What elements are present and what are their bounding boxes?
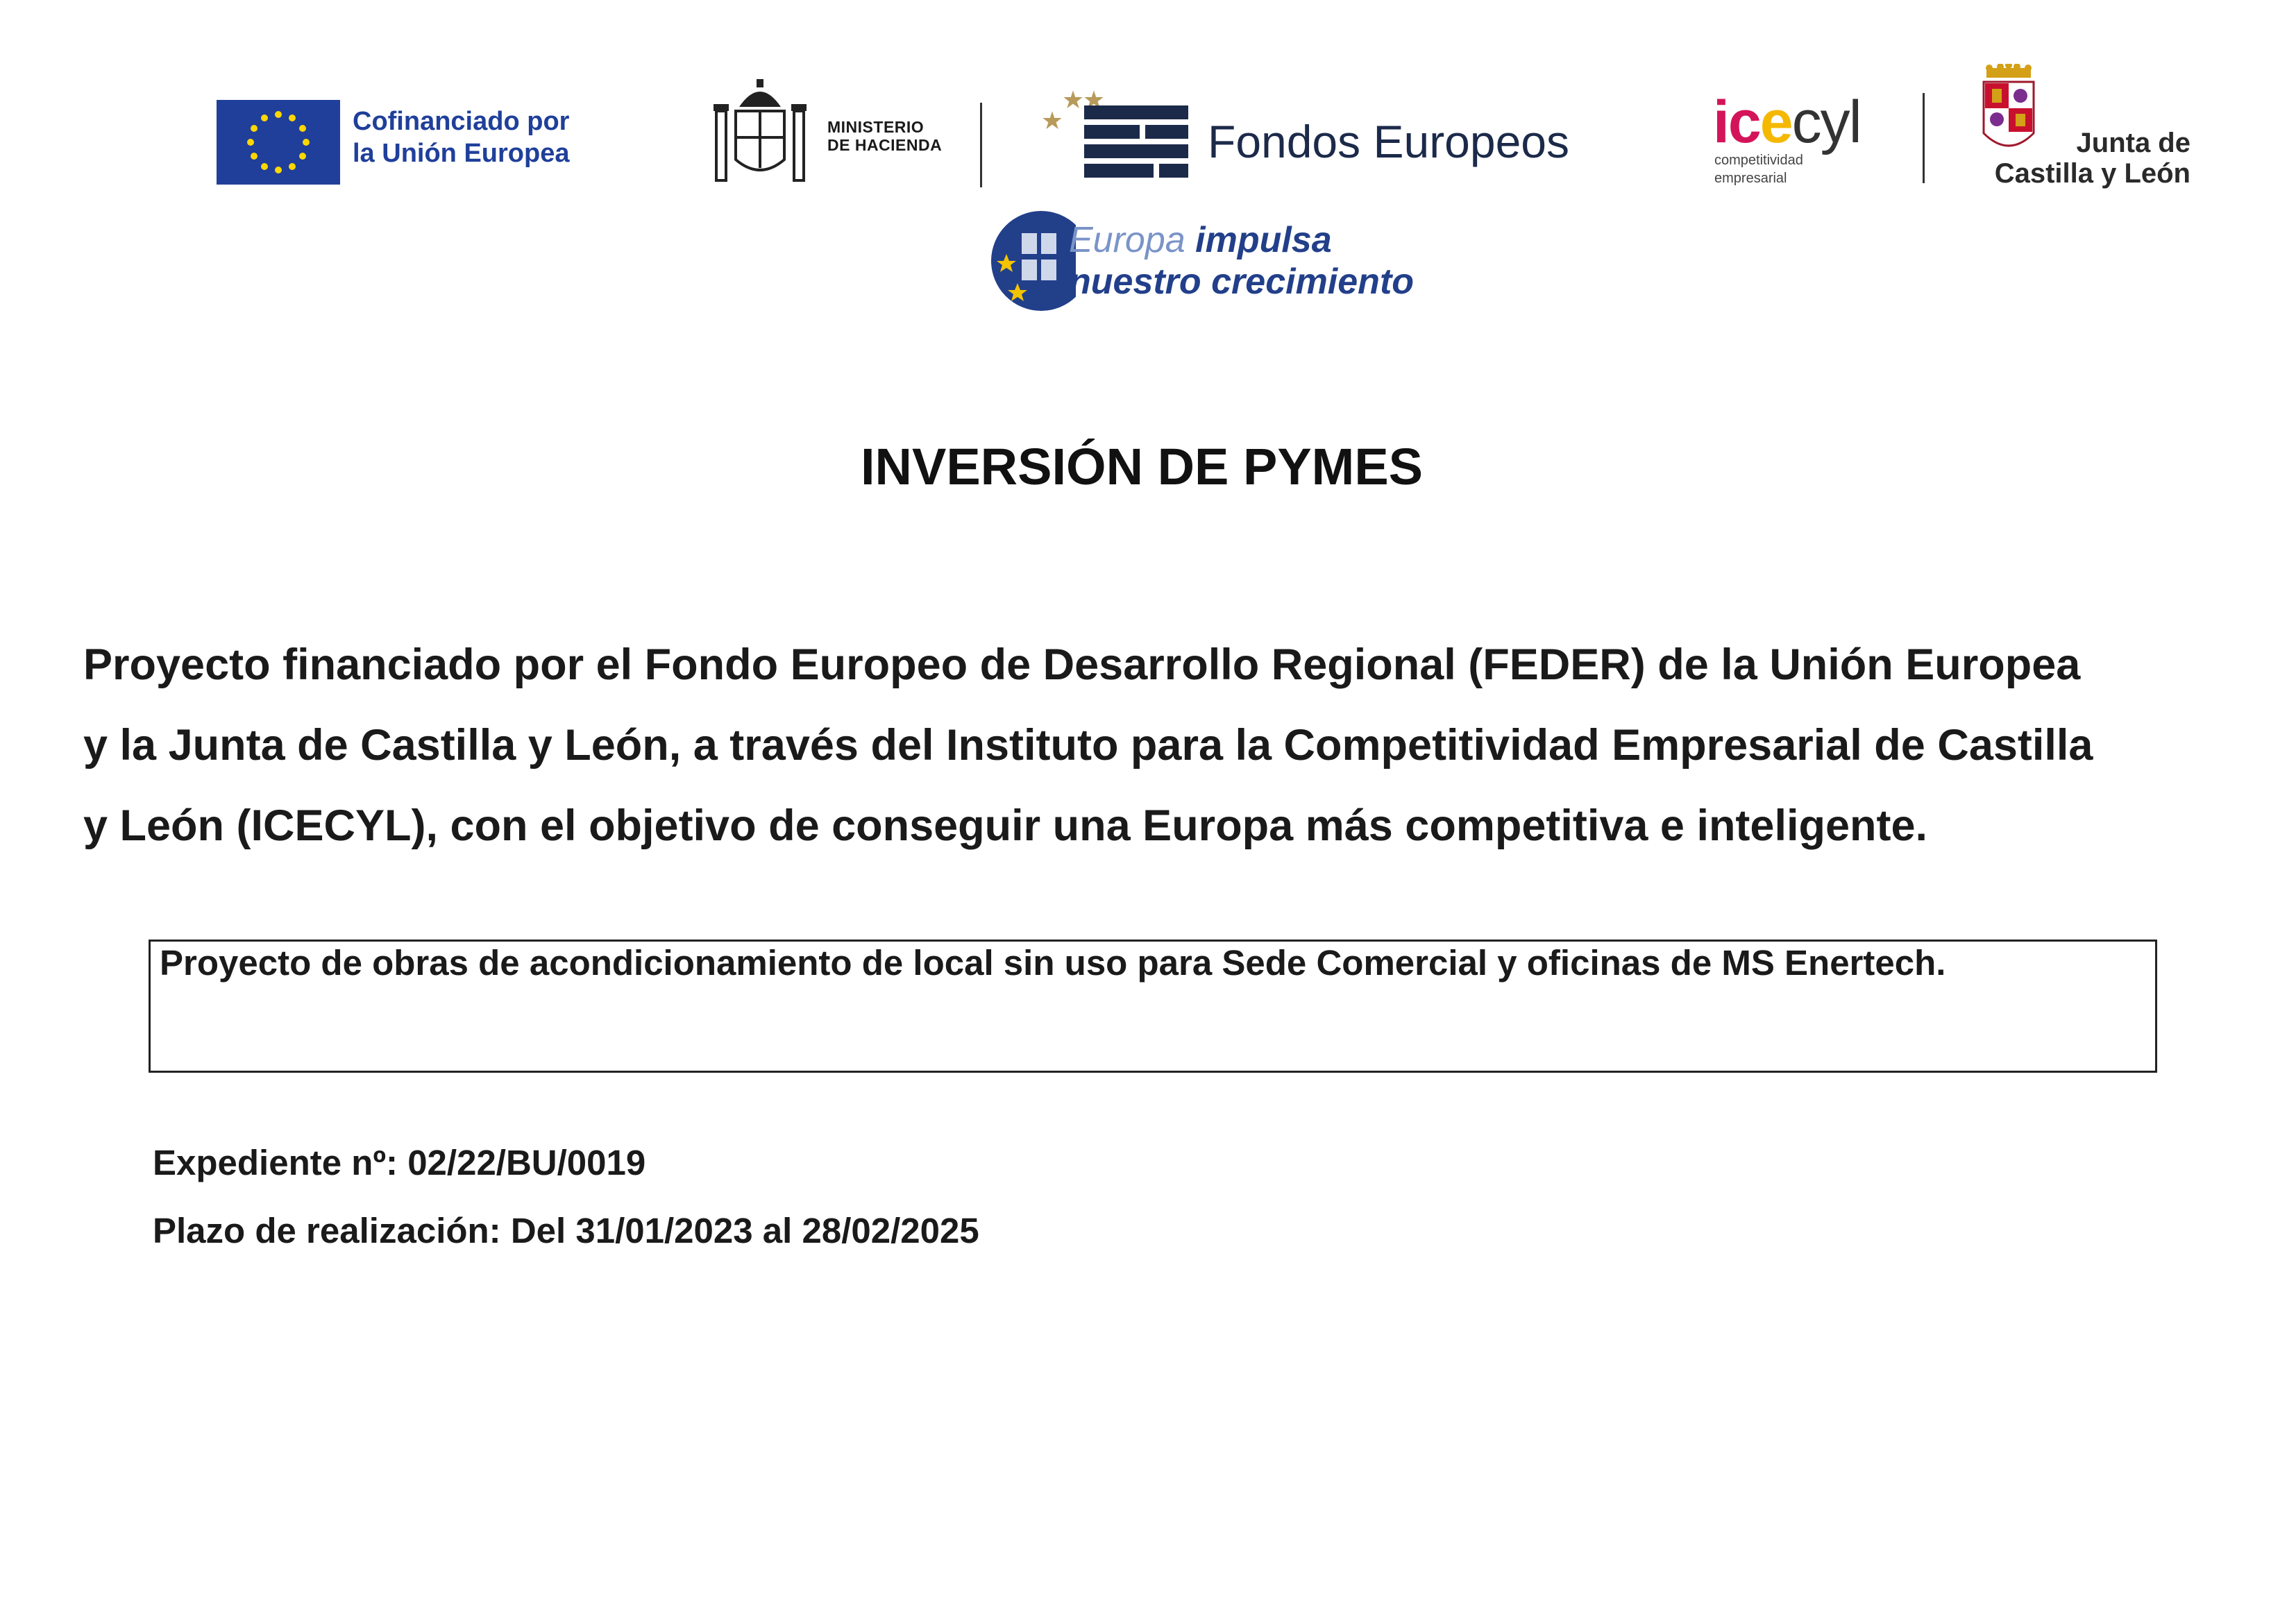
junta-line1: Junta de <box>2076 128 2191 158</box>
logo-divider-2 <box>1923 93 1925 183</box>
plazo-value: Del 31/01/2023 al 28/02/2025 <box>510 1211 979 1250</box>
icecyl-e: e <box>1759 89 1792 155</box>
expediente-row <box>153 1141 1263 1185</box>
ministerio-line2: DE HACIENDA <box>827 136 943 154</box>
fondos-europeos-label: Fondos Europeos <box>1208 116 1570 167</box>
impulsa-word: impulsa <box>1195 220 1332 260</box>
funding-paragraph <box>83 624 2235 866</box>
eu-line2: la Unión Europea <box>353 139 570 168</box>
icecyl-subtitle <box>1714 151 1881 187</box>
eu-stars-icon <box>217 100 340 185</box>
junta-label <box>1961 128 2191 189</box>
europa-line2: nuestro crecimiento <box>1069 262 1415 302</box>
paragraph-line-3: y León (ICECYL), con el objetivo de conseguir una Europa más competitiva e inteligente. <box>83 801 1927 850</box>
icecyl-cyl: cyl <box>1791 89 1861 155</box>
europa-impulsa-label <box>1069 219 1430 303</box>
icecyl-ic: ic <box>1713 89 1760 155</box>
junta-line2: Castilla y León <box>1994 158 2191 189</box>
ministerio-label <box>827 118 980 154</box>
project-description: Proyecto de obras de acondicionamiento de local sin uso para Sede Comercial y oficinas de MS Enertech. <box>160 943 1946 983</box>
paragraph-line-2: y la Junta de Castilla y León, a través del Instituto para la Competitividad Empresarial de Castilla <box>83 721 2093 770</box>
plazo-row <box>153 1209 1402 1253</box>
europa-impulsa-globe-icon <box>986 205 1076 316</box>
expediente-label: Expediente nº: <box>153 1143 398 1182</box>
europa-word: Europa <box>1069 220 1185 260</box>
icecyl-sub2: empresarial <box>1714 171 1787 186</box>
eu-line1: Cofinanciado por <box>353 107 570 136</box>
fondos-europeos-icon <box>1041 86 1194 190</box>
page-title: INVERSIÓN DE PYMES <box>860 438 1424 495</box>
icecyl-sub1: competitividad <box>1714 153 1803 168</box>
plazo-label: Plazo de realización: <box>153 1211 501 1250</box>
paragraph-line-1: Proyecto financiado por el Fondo Europeo de Desarrollo Regional (FEDER) de la Unión Europea <box>83 640 2081 689</box>
eu-flag-icon <box>217 100 340 185</box>
icecyl-logo <box>1713 89 1893 155</box>
coat-of-arms-icon <box>708 76 812 187</box>
ministerio-line1: MINISTERIO <box>827 118 925 136</box>
eu-cofinanced-label <box>353 105 630 169</box>
logo-divider <box>980 103 982 187</box>
expediente-value: 02/22/BU/0019 <box>407 1143 646 1182</box>
